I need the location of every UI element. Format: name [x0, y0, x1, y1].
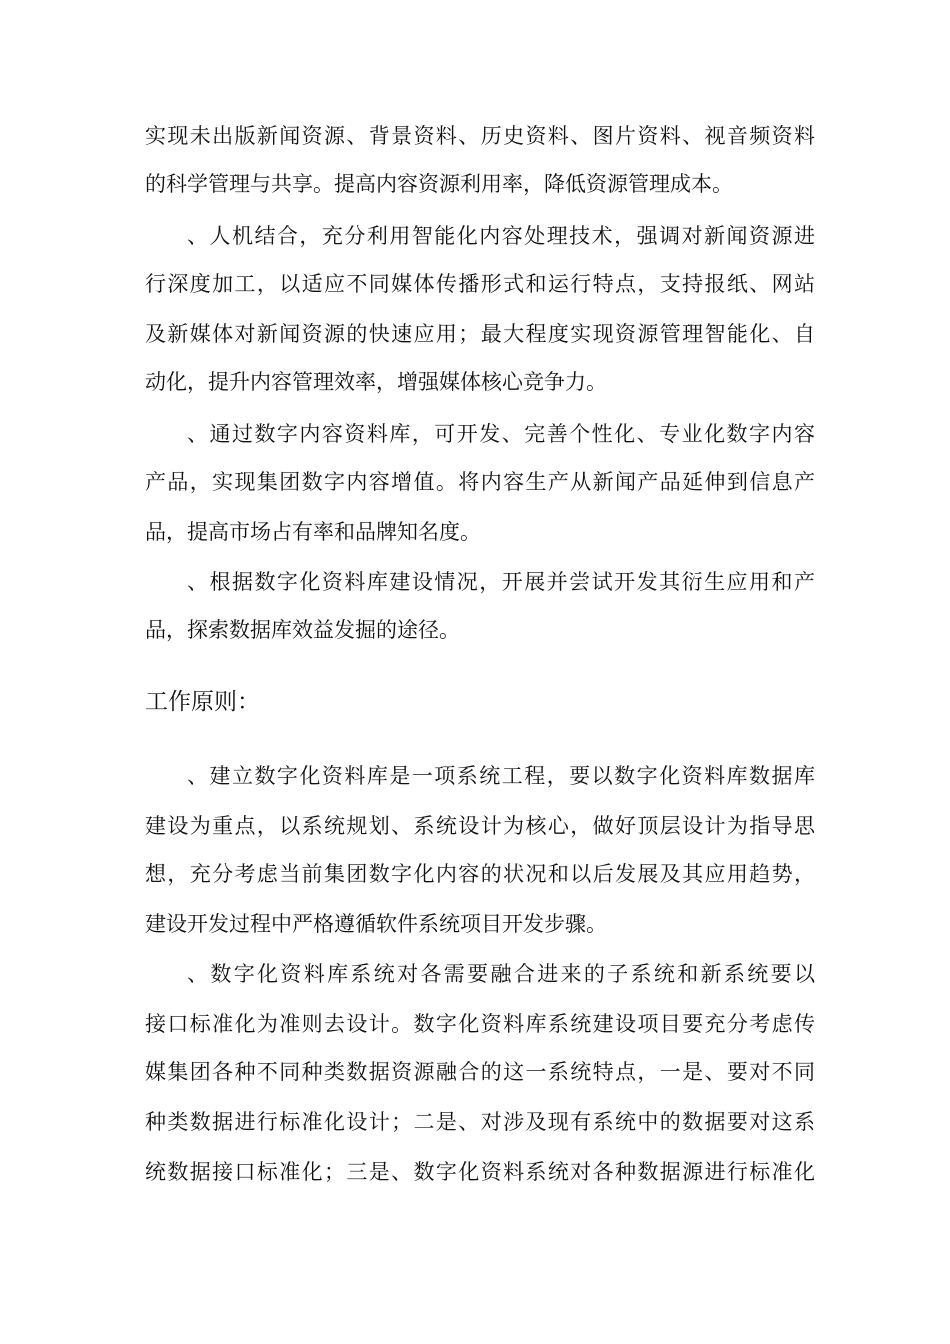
paragraph-line: 想，充分考虑当前集团数字化内容的状况和以后发展及其应用趋势，: [145, 862, 815, 886]
paragraph-line: 接口标准化为准则去设计。数字化资料库系统建设项目要充分考虑传: [145, 1012, 815, 1036]
paragraph-line: 、通过数字内容资料库，可开发、完善个性化、专业化数字内容: [187, 422, 815, 446]
paragraph-line: 产品，实现集团数字内容增值。将内容生产从新闻产品延伸到信息产: [145, 470, 815, 494]
paragraph-line: 实现未出版新闻资源、背景资料、历史资料、图片资料、视音频资料: [145, 124, 815, 148]
section-heading: 工作原则：: [145, 689, 260, 715]
paragraph-line: 品，提高市场占有率和品牌知名度。: [145, 520, 481, 544]
paragraph-line: 、根据数字化资料库建设情况，开展并尝试开发其衍生应用和产: [187, 570, 815, 594]
paragraph-line: 、数字化资料库系统对各需要融合进来的子系统和新系统要以: [187, 962, 815, 986]
paragraph-line: 、人机结合，充分利用智能化内容处理技术，强调对新闻资源进: [187, 224, 815, 248]
paragraph-line: 及新媒体对新闻资源的快速应用；最大程度实现资源管理智能化、自: [145, 322, 815, 346]
paragraph-line: 品，探索数据库效益发掘的途径。: [145, 618, 460, 642]
paragraph-line: 、建立数字化资料库是一项系统工程，要以数字化资料库数据库: [187, 764, 815, 788]
paragraph-line: 统数据接口标准化；三是、数字化资料系统对各种数据源进行标准化: [145, 1160, 815, 1184]
paragraph-line: 动化，提升内容管理效率，增强媒体核心竞争力。: [145, 370, 607, 394]
paragraph-line: 建设为重点，以系统规划、系统设计为核心，做好顶层设计为指导思: [145, 814, 815, 838]
paragraph-line: 的科学管理与共享。提高内容资源利用率，降低资源管理成本。: [145, 172, 733, 196]
paragraph-line: 行深度加工，以适应不同媒体传播形式和运行特点，支持报纸、网站: [145, 272, 815, 296]
paragraph-line: 建设开发过程中严格遵循软件系统项目开发步骤。: [145, 912, 607, 936]
paragraph-line: 种类数据进行标准化设计；二是、对涉及现有系统中的数据要对这系: [145, 1110, 815, 1134]
paragraph-line: 媒集团各种不同种类数据资源融合的这一系统特点，一是、要对不同: [145, 1060, 815, 1084]
